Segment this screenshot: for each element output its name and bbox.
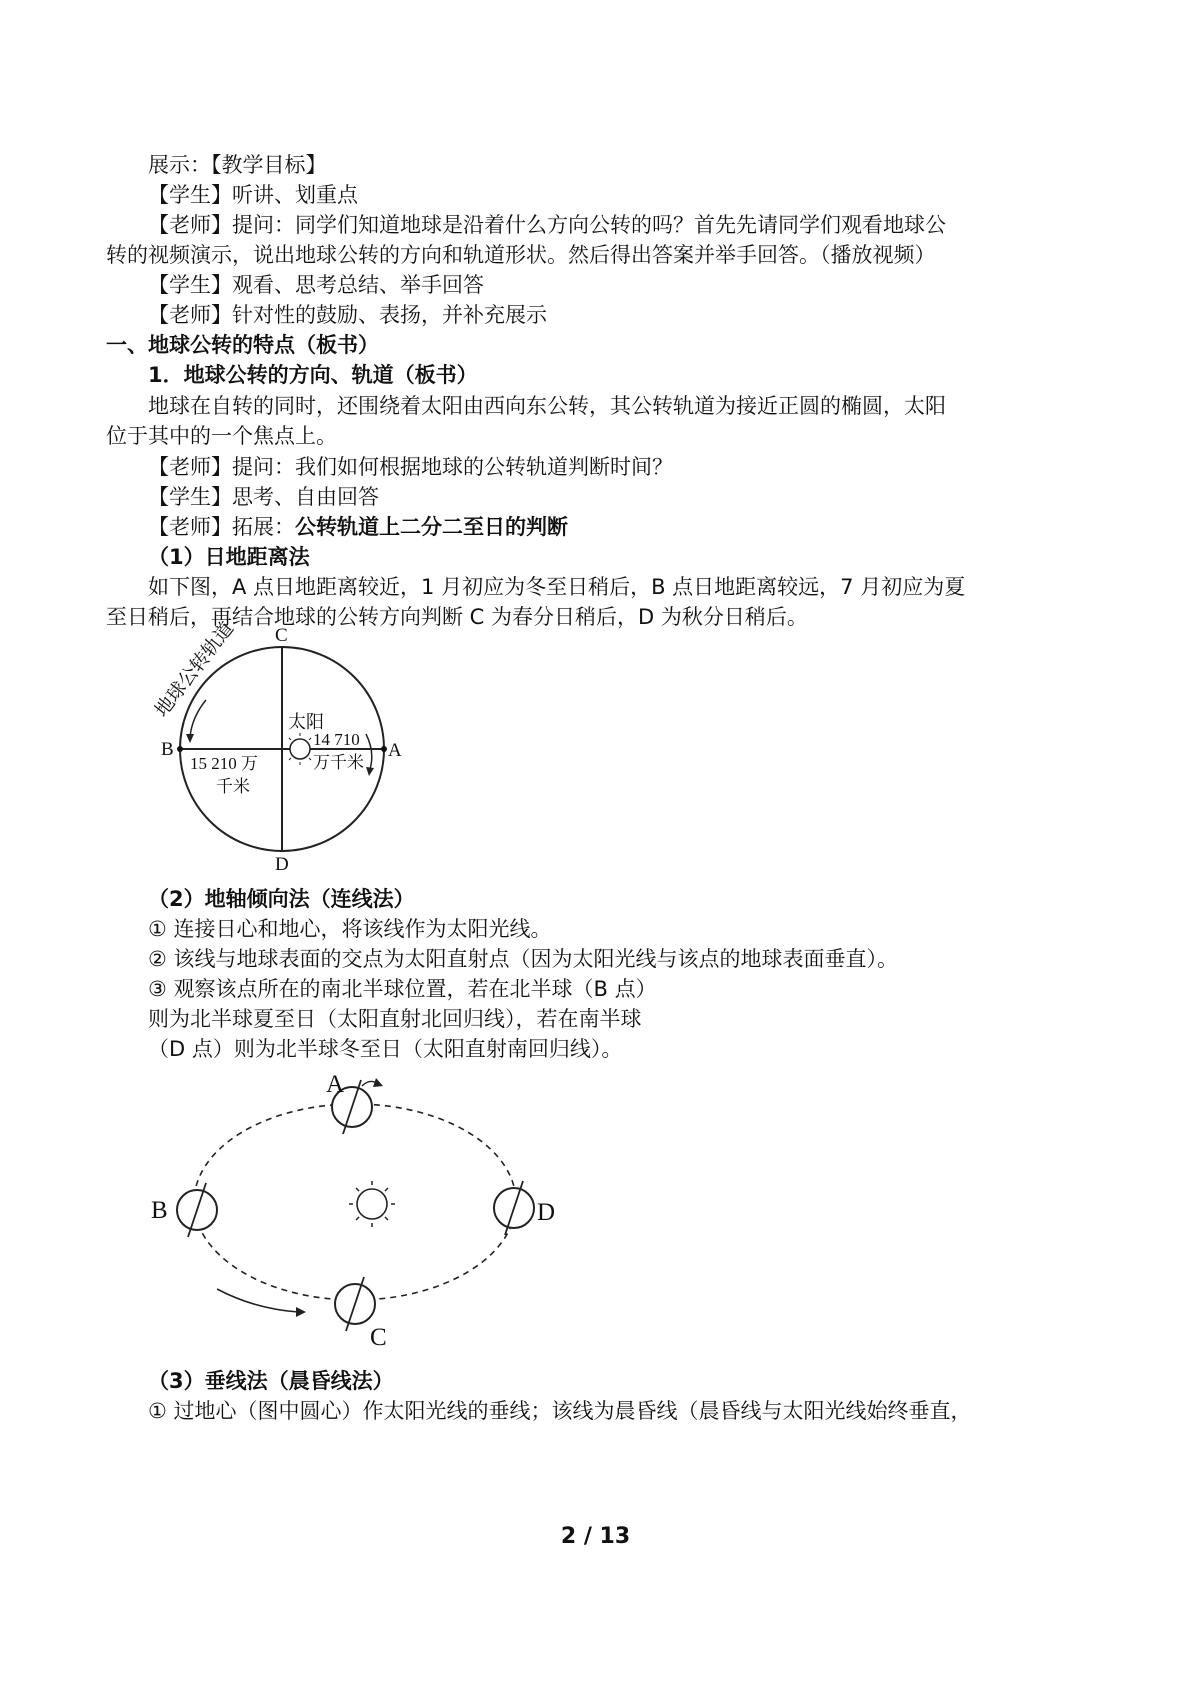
text-line: 展示：【教学目标】 — [148, 153, 327, 177]
arrow-head — [186, 734, 194, 743]
earth-d-icon — [494, 1181, 534, 1235]
axis-tilt-figure — [140, 1064, 600, 1364]
point-b-label: B — [151, 1197, 168, 1224]
text-line: ① 过地心（图中圆心）作太阳光线的垂线；该线为晨昏线（晨昏线与太阳光线始终垂直， — [148, 1399, 972, 1423]
orbit-distance-figure — [140, 617, 440, 892]
text-line: 至日稍后，再结合地球的公转方向判断 C 为春分日稍后，D 为秋分日稍后。 — [106, 605, 808, 629]
distance-a-unit: 万千米 — [313, 753, 364, 773]
text-line: 则为北半球夏至日（太阳直射北回归线），若在南半球 — [148, 1007, 642, 1031]
point-b-label: B — [161, 739, 174, 760]
text-line: （D 点）则为北半球冬至日（太阳直射南回归线）。 — [148, 1037, 623, 1061]
point-c-label: C — [275, 625, 288, 646]
text-line: 【老师】提问：同学们知道地球是沿着什么方向公转的吗？首先先请同学们观看地球公 — [148, 213, 946, 237]
orbit-label: 地球公转轨道 — [150, 617, 239, 722]
text-line: 【学生】观看、思考总结、举手回答 — [148, 273, 484, 297]
distance-a-value: 14 710 — [313, 730, 360, 749]
text-line: 【学生】听讲、划重点 — [148, 183, 358, 207]
orbit-ellipse — [194, 1104, 516, 1300]
text-prefix: 【老师】拓展： — [148, 515, 295, 539]
text-line: 【老师】提问：我们如何根据地球的公转轨道判断时间？ — [148, 455, 673, 479]
distance-b-unit: 千米 — [216, 777, 250, 797]
arrow-head — [366, 767, 374, 776]
earth-b-icon — [177, 1183, 217, 1237]
text-line: 转的视频演示，说出地球公转的方向和轨道形状。然后得出答案并举手回答。（播放视频） — [106, 243, 936, 267]
sun-label: 太阳 — [288, 712, 324, 733]
text-line: 位于其中的一个焦点上。 — [106, 424, 337, 448]
text-line: 【学生】思考、自由回答 — [148, 485, 379, 509]
text-line: 【老师】针对性的鼓励、表扬，并补充展示 — [148, 303, 547, 327]
orbit-direction-arrow — [217, 1289, 298, 1312]
subsection-heading: 1．地球公转的方向、轨道（板书） — [148, 363, 478, 387]
point-a-label: A — [388, 740, 402, 761]
point-d-label: D — [275, 854, 289, 875]
earth-c-icon — [335, 1277, 375, 1331]
bold-phrase: 公转轨道上二分二至日的判断 — [295, 515, 568, 539]
text-line: ① 连接日心和地心，将该线作为太阳光线。 — [148, 917, 552, 941]
method-heading: （2）地轴倾向法（连线法） — [148, 887, 415, 911]
text-line: ③ 观察该点所在的南北半球位置，若在北半球（B 点） — [148, 977, 657, 1001]
orbit-direction-arrow — [190, 700, 206, 737]
arrow-head — [373, 1078, 383, 1087]
distance-b-value: 15 210 万 — [190, 754, 258, 773]
text-line: 如下图，A 点日地距离较近，1 月初应为冬至日稍后，B 点日地距离较远，7 月初应为夏 — [148, 575, 966, 599]
orbit-direction-arrow — [366, 734, 372, 769]
text-line: ② 该线与地球表面的交点为太阳直射点（因为太阳光线与该点的地球表面垂直）。 — [148, 947, 898, 971]
point-a-dot — [381, 746, 387, 752]
point-d-label: D — [537, 1199, 556, 1226]
method-heading: （3）垂线法（晨昏线法） — [148, 1369, 394, 1393]
sun-icon — [349, 1181, 395, 1227]
point-c-label: C — [370, 1324, 387, 1351]
point-b-dot — [177, 746, 183, 752]
section-heading: 一、地球公转的特点（板书） — [106, 333, 379, 357]
page-number: 2 / 13 — [560, 1524, 631, 1549]
arrow-head — [296, 1307, 306, 1317]
point-a-label: A — [326, 1071, 345, 1098]
text-line: 地球在自转的同时，还围绕着太阳由西向东公转，其公转轨道为接近正圆的椭圆，太阳 — [148, 394, 946, 418]
text-line — [148, 512, 568, 542]
method-heading: （1）日地距离法 — [148, 545, 310, 569]
